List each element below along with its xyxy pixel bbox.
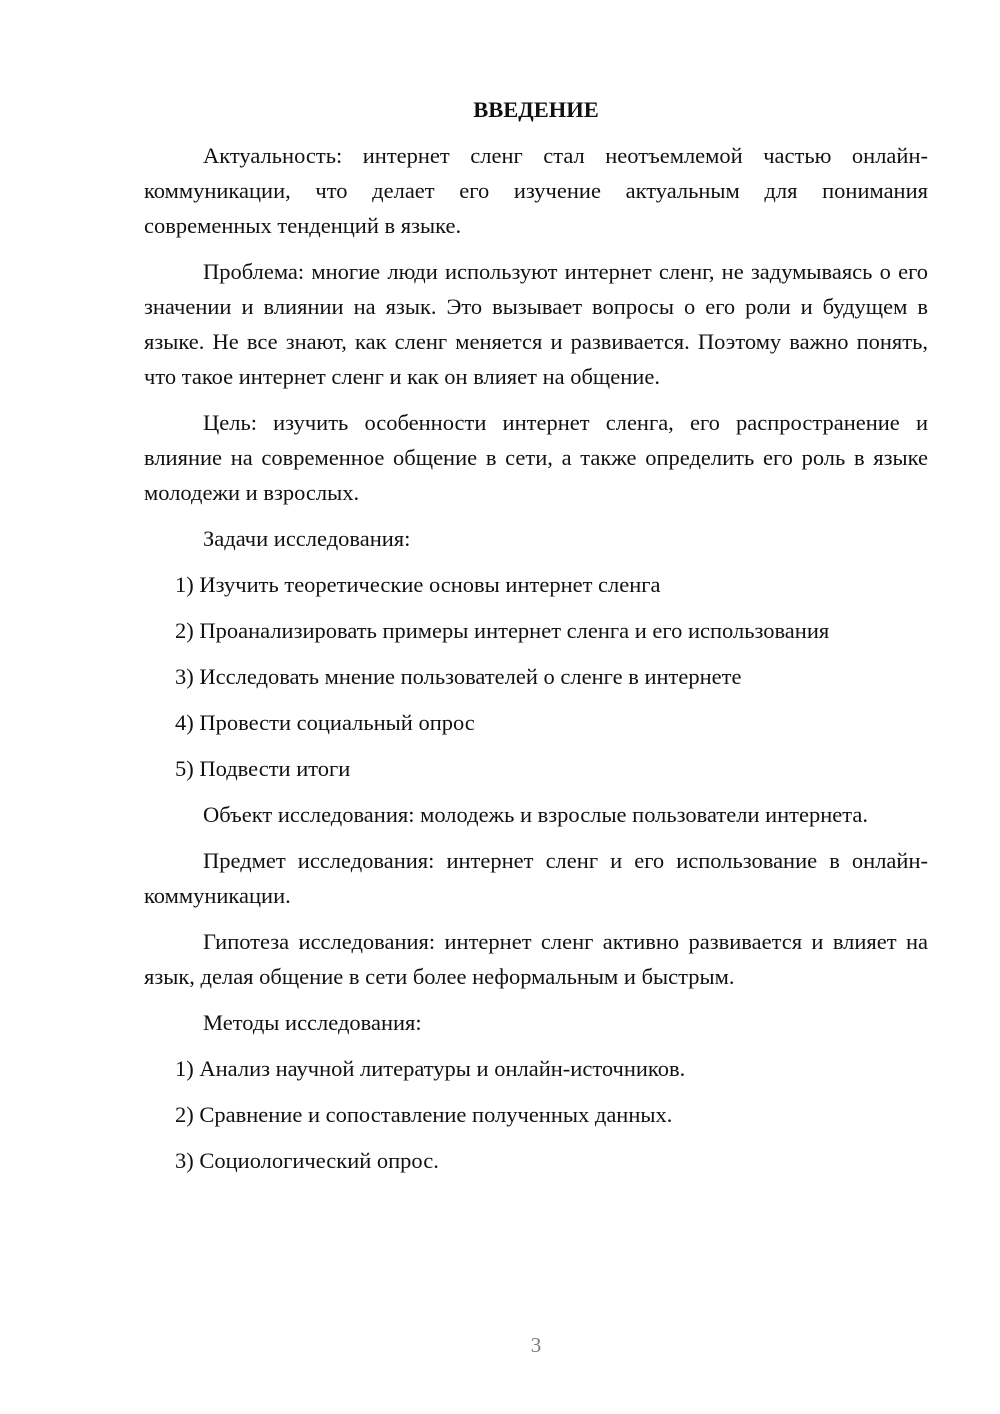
- methods-list: [144, 1051, 928, 1178]
- tasks-heading: Задачи исследования:: [203, 526, 411, 551]
- object-paragraph: Объект исследования: молодежь и взрослые пользователи интернета.: [203, 802, 869, 827]
- methods-heading: Методы исследования:: [203, 1010, 422, 1035]
- page-number: 3: [530, 1333, 542, 1357]
- list-item: 2) Сравнение и сопоставление полученных данных.: [175, 1102, 673, 1127]
- goal-paragraph: Цель: изучить особенности интернет сленга, его распространение и влияние на современное общение в сети, а также определить его роль в языке молодежи и взрослых.: [144, 410, 928, 505]
- hypothesis-paragraph: Гипотеза исследования: интернет сленг активно развивается и влияет на язык, делая общение в сети более неформальным и быстрым.: [144, 929, 928, 989]
- document-body: [144, 92, 928, 1189]
- list-item: 1) Изучить теоретические основы интернет сленга: [175, 572, 661, 597]
- list-item: 3) Исследовать мнение пользователей о сленге в интернете: [175, 664, 742, 689]
- list-item: 1) Анализ научной литературы и онлайн-источников.: [175, 1056, 686, 1081]
- relevance-paragraph: Актуальность: интернет сленг стал неотъемлемой частью онлайн-коммуникации, что делает его изучение актуальным для понимания современных тенденций в языке.: [144, 143, 928, 238]
- section-title: ВВЕДЕНИЕ: [473, 97, 599, 122]
- list-item: 2) Проанализировать примеры интернет сленга и его использования: [175, 618, 830, 643]
- list-item: 5) Подвести итоги: [175, 756, 351, 781]
- list-item: 3) Социологический опрос.: [175, 1148, 439, 1173]
- problem-paragraph: Проблема: многие люди используют интернет сленг, не задумываясь о его значении и влиянии на язык. Это вызывает вопросы о его роли и будущем в языке. Не все знают, как сленг меняется и развивается. Поэтому важно понять, что такое интернет сленг и как он влияет на общение.: [144, 259, 928, 389]
- subject-paragraph: Предмет исследования: интернет сленг и его использование в онлайн-коммуникации.: [144, 848, 928, 908]
- tasks-list: [144, 567, 928, 786]
- list-item: 4) Провести социальный опрос: [175, 710, 475, 735]
